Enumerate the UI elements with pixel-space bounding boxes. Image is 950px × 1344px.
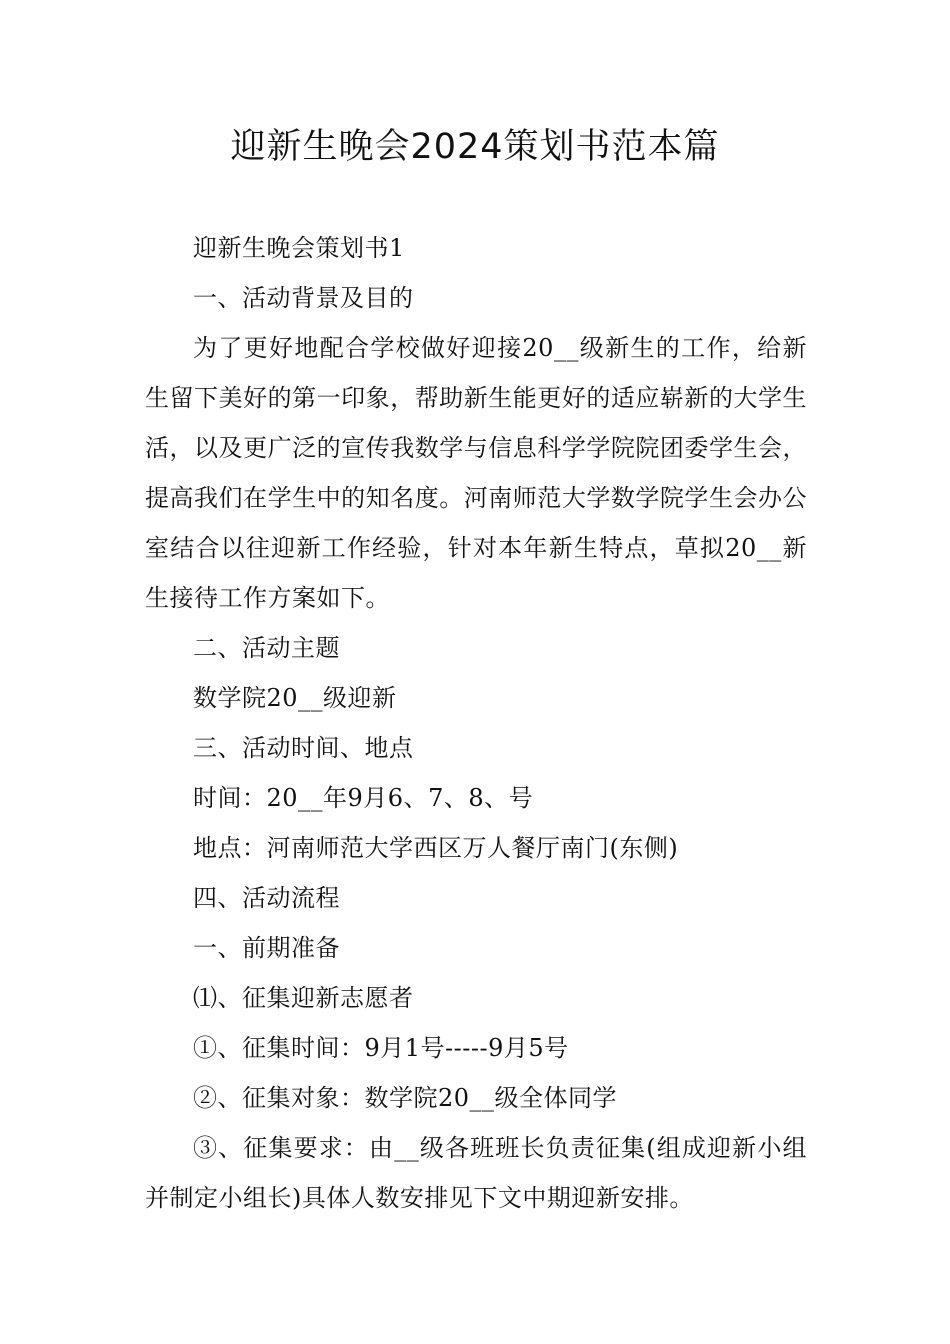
paragraph-preparation: 一、前期准备 [193,934,340,962]
paragraph-recruit-time: ①、征集时间：9月1号-----9月5号 [193,1034,569,1062]
paragraph-place: 地点：河南师范大学西区万人餐厅南门(东侧) [193,834,679,862]
paragraph-background-text: 为了更好地配合学校做好迎接20__级新生的工作，给新生留下美好的第一印象，帮助新生能更好的适应崭新的大学生活，以及更广泛的宣传我数学与信息科学学院院团委学生会，提高我们在学生中的知名度。河南师范大学数学院学生会办公室结合以往迎新工作经验，针对本年新生特点，草拟20__新生接待工作方案如下。 [145,334,807,612]
paragraph-recruit-requirements: ③、征集要求：由__级各班班长负责征集(组成迎新小组并制定小组长)具体人数安排见下文中期迎新安排。 [145,1134,807,1212]
paragraph-section-process: 四、活动流程 [193,884,340,912]
paragraph-recruit-volunteers: ⑴、征集迎新志愿者 [193,984,414,1012]
paragraph-heading-plan-1: 迎新生晚会策划书1 [193,234,405,262]
paragraph-section-time-place: 三、活动时间、地点 [193,734,414,762]
paragraph-section-theme: 二、活动主题 [193,634,340,662]
paragraph-time: 时间：20__年9月6、7、8、号 [193,784,534,812]
document-title: 迎新生晚会2024策划书范本篇 [230,127,720,167]
paragraph-section-background: 一、活动背景及目的 [193,284,414,312]
paragraph-theme-text: 数学院20__级迎新 [193,684,397,712]
document-body [145,223,807,1223]
paragraph-recruit-target: ②、征集对象：数学院20__级全体同学 [193,1084,618,1112]
